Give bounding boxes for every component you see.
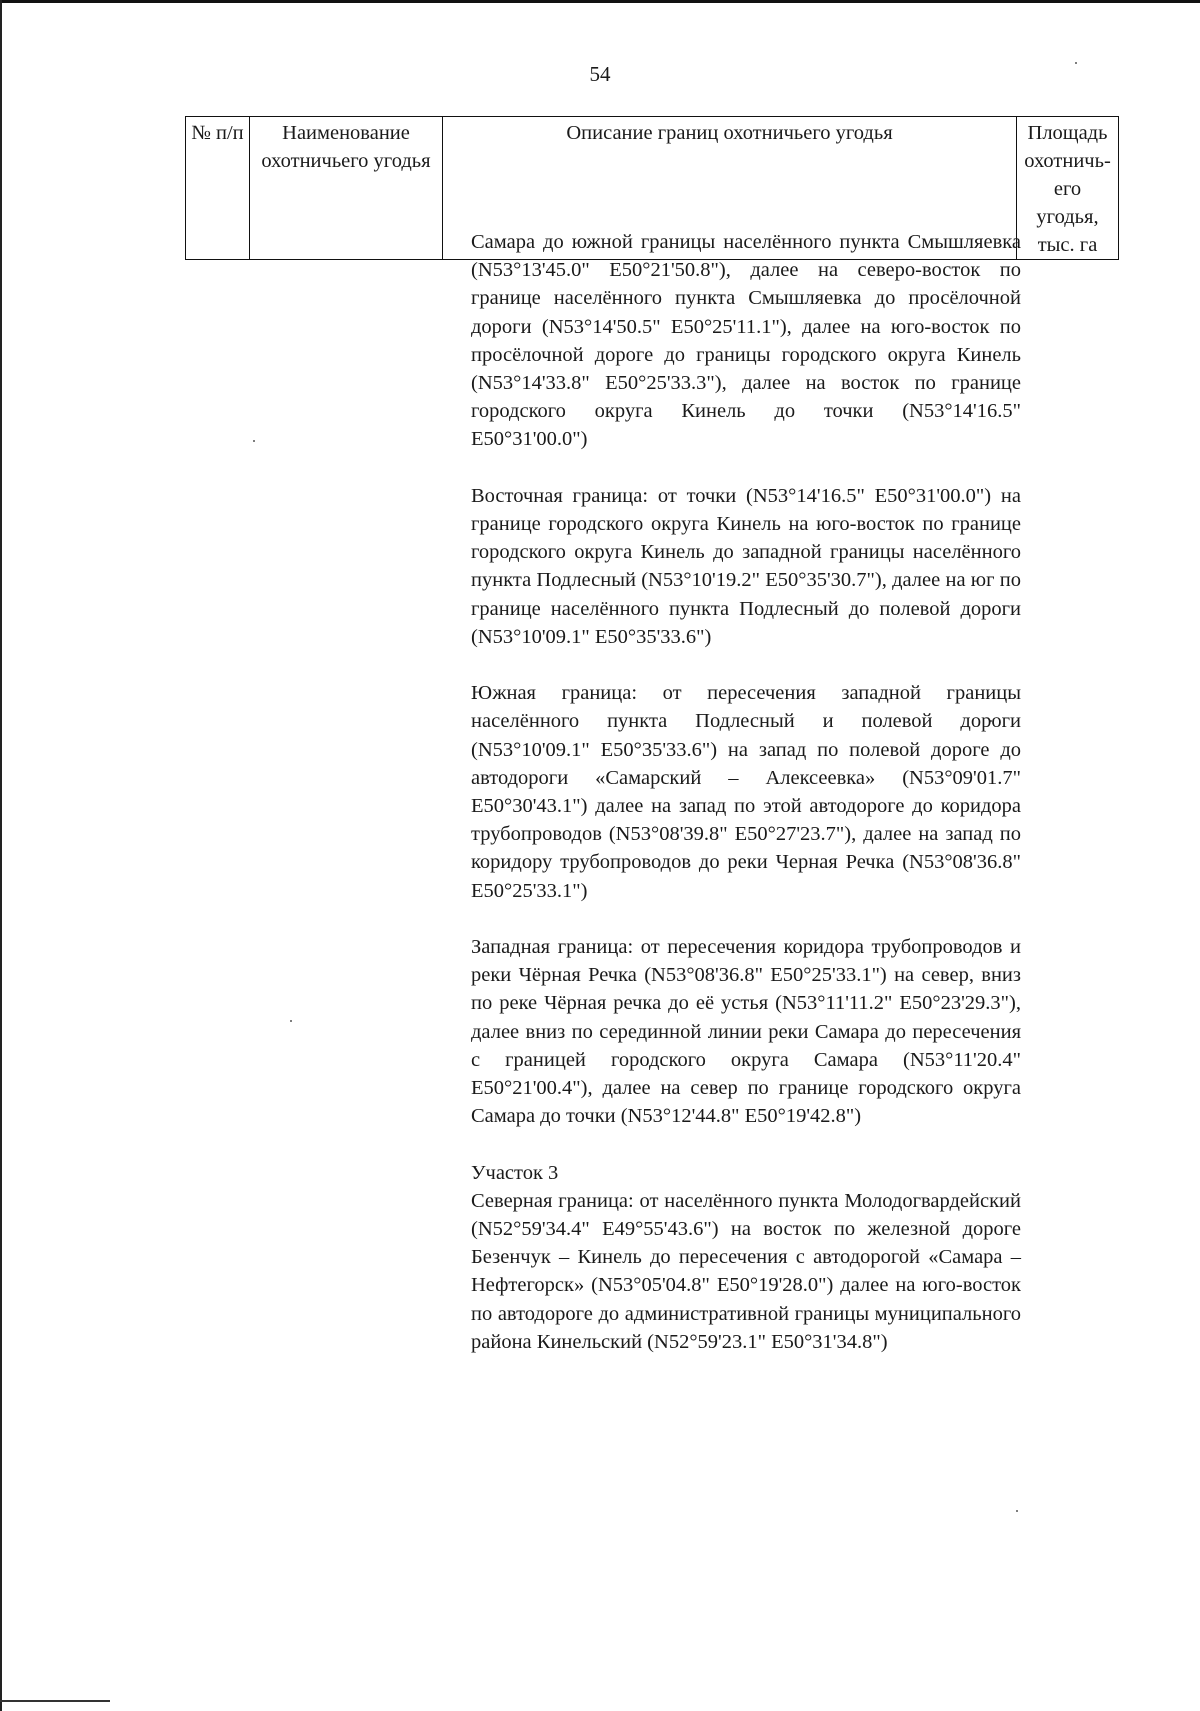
paragraph-northern-boundary: Северная граница: от населённого пункта Молодогвардейский (N52°59'34.4" E49°55'43.6") на восток по железной дороге Безенчук – Кинель до пересечения с автодорогой «Самара – Нефтегорск» (N53°05'04.8" E50°19'28.0") далее на юго-восток по автодороге до административной границы муниципального района Кинельский (N52°59'23.1" E50°31'34.8") [471,1189,1021,1353]
scan-speck [1016,1510,1018,1512]
scan-edge-top [0,0,1200,3]
header-cell-number: № п/п [186,117,250,260]
section-title: Участок 3 [471,1161,559,1184]
header-cell-area: Площадь охотничь-его угодья, тыс. га [1017,117,1119,260]
header-cell-name: Наименование охотничьего угодья [250,117,443,260]
scan-speck [253,440,255,442]
paragraph-continuation: Самара до южной границы населённого пункта Смышляевка (N53°13'45.0" E50°21'50.8"), далее на северо-восток по границе населённого пункта Смышляевка до просёлочной дороги (N53°14'50.5" E50°25'11.1"), далее на юго-восток по просёлочной дороге до границы городского округа Кинель (N53°14'33.8" E50°25'33.3"), далее на восток по границе городского округа Кинель до точки (N53°14'16.5" E50°31'00.0") [471,231,1021,451]
scan-edge-bottom [0,1700,110,1702]
page-number: 54 [589,62,611,86]
paragraph-southern-boundary: Южная граница: от пересечения западной границы населённого пункта Подлесный и полевой дороги (N53°10'09.1" E50°35'33.6") на запад по полевой дороге до автодороги «Самарский – Алексеевка» (N53°09'01.7" E50°30'43.1") далее на запад по этой автодороге до коридора трубопроводов (N53°08'39.8" E50°27'23.7"), далее на запад по коридору трубопроводов до реки Черная Речка (N53°08'36.8" E50°25'33.1") [471,682,1021,902]
header-cell-description: Описание границ охотничьего угодья [443,117,1017,260]
paragraph-western-boundary: Западная граница: от пересечения коридора трубопроводов и реки Чёрная Речка (N53°08'36.8" E50°25'33.1") на север, вниз по реке Чёрная речка до её устья (N53°11'11.2" E50°23'29.3"), далее вниз по серединной линии реки Самара до пересечения с границей городского округа Самара (N53°11'20.4" E50°21'00.4"), далее на север по границе городского округа Самара до точки (N53°12'44.8" E50°19'42.8") [471,936,1021,1128]
scan-speck [290,1020,292,1022]
paragraph-eastern-boundary: Восточная граница: от точки (N53°14'16.5" E50°31'00.0") на границе городского округа Кинель на юго-восток по границе городского округа Кинель до западной границы населённого пункта Подлесный (N53°10'19.2" E50°35'30.7"), далее на юг по границе населённого пункта Подлесный до полевой дороги (N53°10'09.1" E50°35'33.6") [471,484,1021,648]
boundary-description [471,228,1021,1384]
scan-edge-left [0,0,2,1711]
